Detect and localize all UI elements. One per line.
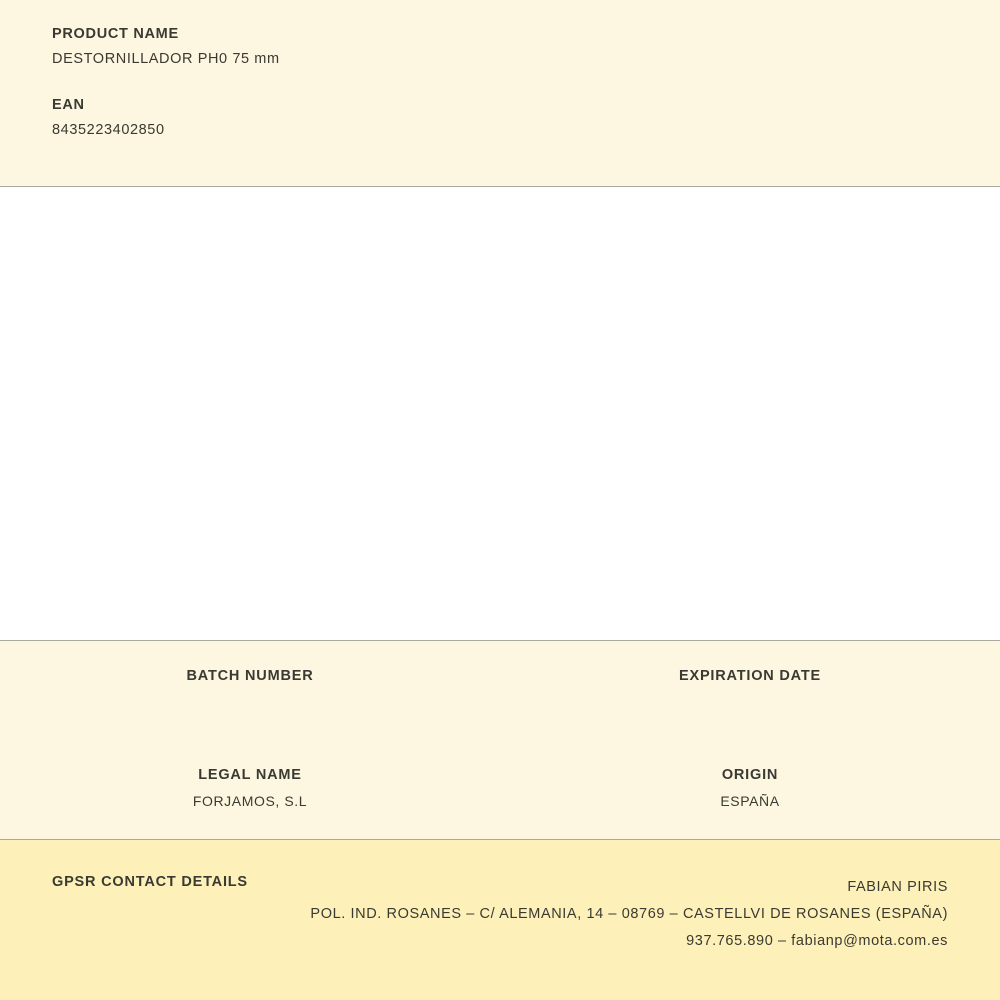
origin-cell (500, 767, 1000, 811)
product-identity-block (0, 0, 1000, 187)
product-image-area (0, 187, 1000, 641)
origin-label: ORIGIN (721, 767, 779, 783)
ean-field (0, 97, 1000, 138)
batch-number-label: BATCH NUMBER (186, 668, 314, 684)
batch-number-value (0, 694, 500, 712)
ean-value: 8435223402850 (52, 122, 165, 138)
product-name-label: PRODUCT NAME (52, 26, 179, 42)
expiration-date-label: EXPIRATION DATE (679, 668, 821, 684)
product-name-field (0, 26, 1000, 67)
gpsr-contact-title: GPSR CONTACT DETAILS (52, 874, 248, 890)
product-name-value: DESTORNILLADOR PH0 75 mm (52, 51, 280, 67)
ean-label: EAN (52, 97, 85, 113)
gpsr-contact-name: FABIAN PIRIS (847, 879, 948, 895)
details-row-legal-origin (0, 767, 1000, 811)
legal-name-label: LEGAL NAME (198, 767, 302, 783)
gpsr-contact-phone-email: 937.765.890 – fabianp@mota.com.es (686, 933, 948, 949)
gpsr-contact-block (0, 840, 1000, 1000)
origin-value: ESPAÑA (720, 793, 780, 809)
legal-name-value: FORJAMOS, S.L (192, 793, 308, 809)
batch-number-cell (0, 668, 500, 712)
details-row-batch-expiration (0, 668, 1000, 712)
expiration-date-value (500, 694, 1000, 712)
product-details-block (0, 641, 1000, 840)
legal-name-cell (0, 767, 500, 811)
expiration-date-cell (500, 668, 1000, 712)
gpsr-contact-address: POL. IND. ROSANES – C/ ALEMANIA, 14 – 08769 – CASTELLVI DE ROSANES (ESPAÑA) (310, 906, 948, 922)
